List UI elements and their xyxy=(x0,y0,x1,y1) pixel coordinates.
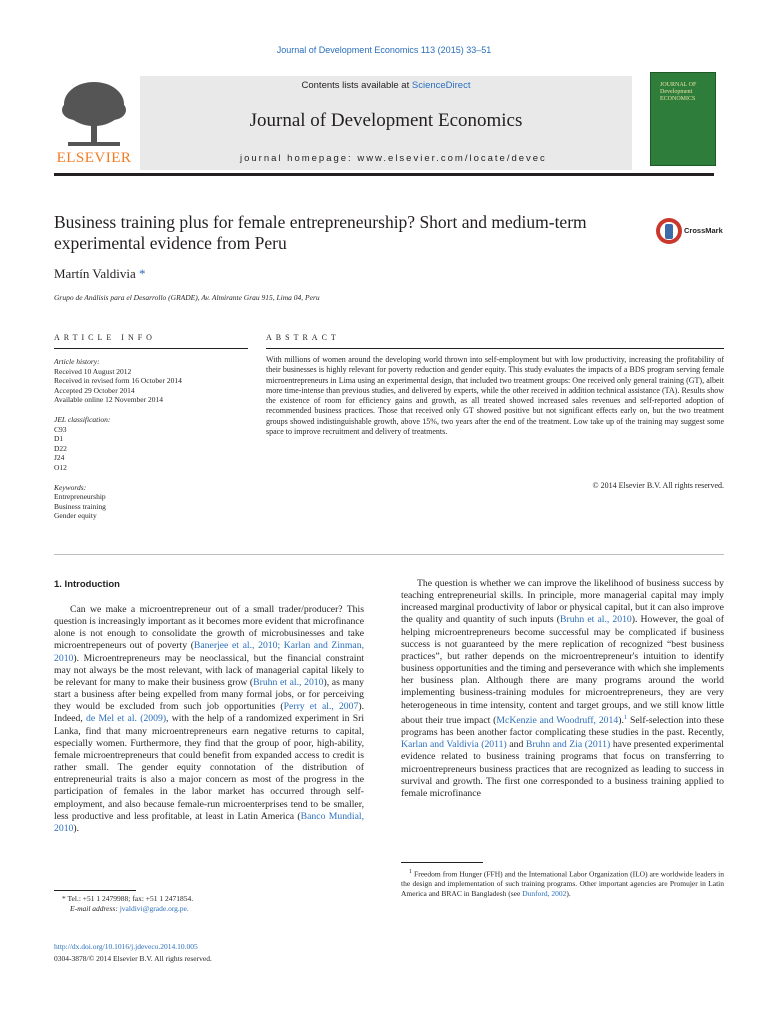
author-footnote-link[interactable]: * xyxy=(138,266,146,281)
contents-prefix: Contents lists available at xyxy=(301,80,412,91)
jel-code: D1 xyxy=(54,434,64,444)
jel-code: C93 xyxy=(54,424,67,434)
body-text: Self-selection into these programs has been another factor complicating these studies in the past. Recently, xyxy=(401,714,724,739)
abstract-heading: ABSTRACT xyxy=(266,333,340,342)
article-info-column xyxy=(54,357,254,521)
article-title: Business training plus for female entrepreneurship? Short and medium-term experimental evidence from Peru xyxy=(54,212,587,253)
intro-paragraph-1 xyxy=(54,604,364,835)
affiliation: Grupo de Análisis para el Desarrollo (GRADE), Av. Almirante Grau 915, Lima 04, Peru xyxy=(54,293,320,302)
contents-line xyxy=(140,80,632,91)
jel-code: J24 xyxy=(54,453,65,463)
article-info-heading: ARTICLE INFO xyxy=(54,333,156,342)
abstract-text: With millions of women around the developing world thrown into self-employment but with low productivity, increasing the profitability of their businesses is highly relevant for poverty reduction and gender equity. This study evaluates the impacts of a BDS program serving female microentrepreneurs in Lima using an experimental design, that included two treatment groups: One received only general training (GT), albeit more time-intense than previous studies, and delivered by experts, while the other received in addition technical assistance (TA). Results show the existence of room for efficiency gains and growth, as all treated showed increased sales revenues and self-reported adoption of recommended business practices. Those that received only GT showed positive but not significant effects early on, but the two treatment groups showed indistinguishable growth, above 15%, two years after the end of the treatment. Low take up of the training may suggest some space to improve recruitment and delivery of treatments. xyxy=(266,355,724,437)
sciencedirect-link[interactable]: ScienceDirect xyxy=(411,80,471,91)
email-link[interactable]: jvaldivi@grade.org.pe. xyxy=(119,903,189,913)
journal-title: Journal of Development Economics xyxy=(249,110,523,131)
abstract-copyright: © 2014 Elsevier B.V. All rights reserved. xyxy=(592,481,724,490)
body-text: ). xyxy=(73,822,80,834)
citation-link[interactable]: Banerjee et al., 2010; Karlan and Zinman, 2010 xyxy=(54,640,364,664)
body-text: ). However, the goal of helping microentrepreneurs become successful may be complicated if business success is not guaranteed by the mere replication of recognized “best business practices”, but rather depends on the microentrepreneur's intuition to identify business opportunities and the timing and perseverance with which she implements her business plan. Although there are many programs around the world implementing business-training modules for microentrepreneurs, they are very heterogeneous in time intensity, content and target groups, and we still know little about their true impact ( xyxy=(401,614,725,726)
body-text: The question is whether we can improve the likelihood of business success by teaching entrepreneurial skills. In principle, more managerial capital may imply increased marginal productivity of labor or physical capital, but it can also improve the quality and quantity of such inputs ( xyxy=(401,578,724,626)
issn-copyright: 0304-3878/© 2014 Elsevier B.V. All rights reserved. xyxy=(54,954,212,963)
history-item: Received 10 August 2012 xyxy=(54,366,132,376)
keyword: Entrepreneurship xyxy=(54,492,106,502)
keywords-list xyxy=(54,492,254,521)
history-item: Received in revised form 16 October 2014 xyxy=(54,376,182,386)
body-text: ). Microentrepreneurs may be neoclassical, but the financial constraint may not always be the most relevant, with lack of managerial capital likely to be relevant for many to make their business grow ( xyxy=(54,652,364,688)
footnote-end: ). xyxy=(566,888,571,898)
crossmark-icon xyxy=(654,216,684,246)
abstract-rule xyxy=(266,348,724,349)
footnote-star: * xyxy=(62,894,66,903)
body-column-right xyxy=(401,578,724,800)
author-footnote xyxy=(54,894,364,913)
history-item: Accepted 29 October 2014 xyxy=(54,385,135,395)
citation-link[interactable]: Banco Mundial, 2010 xyxy=(54,810,365,834)
body-text: ). Indeed, xyxy=(54,701,364,725)
journal-reference-link[interactable]: Journal of Development Economics 113 (2015) 33–51 xyxy=(276,45,492,55)
citation-link[interactable]: Bruhn et al., 2010 xyxy=(560,614,632,626)
footnote-ref-link[interactable]: 1 xyxy=(623,713,628,721)
jel-code: O12 xyxy=(54,462,67,472)
email-label: E-mail address: xyxy=(70,903,120,913)
footnote-number: 1 xyxy=(409,869,412,875)
crossmark-label: CrossMark xyxy=(684,226,723,235)
keywords-label: Keywords: xyxy=(54,482,87,492)
contact-numbers: Tel.: +51 1 2479988; fax: +51 1 2471854. xyxy=(67,894,194,903)
footnote-1 xyxy=(401,868,724,898)
cover-title: JOURNAL OF Development ECONOMICS xyxy=(660,82,697,102)
body-text: , with the help of a randomized experiment in Sri Lanka, find that many microentrepreneurs earn negative returns to capital, especially women. Furthermore, they find that the group of poor, high-ability, female microentrepreneurs that could benefit from expanded access to credit is rather small. The gender equity connotation of the distribution of entrepreneurial traits is also a major concern as most of the progress in the participation of females in the labor market has occurred through self-employment, and also because female-run microenterprises tend to be smaller, less productive and less profitable, at least in Latin America ( xyxy=(54,713,365,822)
history-list xyxy=(54,367,254,405)
header-rule xyxy=(54,173,714,176)
doi-link[interactable]: http://dx.doi.org/10.1016/j.jdeveco.2014.10.005 xyxy=(54,942,198,951)
section-rule xyxy=(54,554,724,555)
body-text: have presented experimental evidence related to business training programs that focus on transferring to microentrepreneurs business practices that are recognized as leading to success in survival and growth. The first one corresponded to a business training applied to female microfinance xyxy=(401,739,724,799)
footnote-rule-left xyxy=(54,890,136,891)
jel-list xyxy=(54,425,254,473)
citation-link[interactable]: Perry et al., 2007 xyxy=(283,701,359,713)
body-text: Can we make a microentrepreneur out of a small trader/producer? This question is increasingly important as it becomes more evident that microfinance alone is not enough to consolidate the growth of microbusinesses and take microentrepeneurs out of poverty ( xyxy=(54,604,364,652)
publisher-logo: ELSEVIER xyxy=(56,150,132,166)
citation-link[interactable]: Bruhn and Zia (2011) xyxy=(525,739,611,751)
author-name: Martín Valdivia xyxy=(54,266,136,281)
crossmark-badge[interactable] xyxy=(654,216,724,246)
intro-paragraph-2 xyxy=(401,578,724,800)
keyword: Business training xyxy=(54,501,106,511)
keyword: Gender equity xyxy=(54,511,97,521)
citation-link[interactable]: McKenzie and Woodruff, 2014 xyxy=(496,714,619,726)
introduction-heading: 1. Introduction xyxy=(54,579,120,590)
jel-code: D22 xyxy=(54,443,67,453)
article-info-rule xyxy=(54,348,248,349)
footnote-text: Freedom from Hunger (FFH) and the International Labor Organization (ILO) are worldwide leaders in the design and implementation of such training programs. Other important agencies are Promujer in Latin America and BRAC in Bangladesh (see xyxy=(401,869,725,898)
jel-label: JEL classification: xyxy=(54,414,111,424)
body-text: ), as many start a business after being expelled from many formal jobs, or for perceiving they would be excluded from such job opportunities ( xyxy=(54,676,364,713)
body-text: ). xyxy=(618,714,624,726)
author-line xyxy=(54,266,145,282)
journal-homepage[interactable]: journal homepage: www.elsevier.com/locate/devec xyxy=(240,153,547,164)
citation-link[interactable]: de Mel et al. (2009) xyxy=(86,713,167,725)
footnote-citation-link[interactable]: Dunford, 2002 xyxy=(522,888,567,898)
footnote-rule-right xyxy=(401,862,483,863)
citation-link[interactable]: Karlan and Valdivia (2011) xyxy=(401,739,507,751)
history-item: Available online 12 November 2014 xyxy=(54,395,163,405)
citation-link[interactable]: Bruhn et al., 2010 xyxy=(253,676,324,688)
body-column-left xyxy=(54,604,364,835)
history-label: Article history: xyxy=(54,357,100,366)
body-text: and xyxy=(506,739,526,751)
